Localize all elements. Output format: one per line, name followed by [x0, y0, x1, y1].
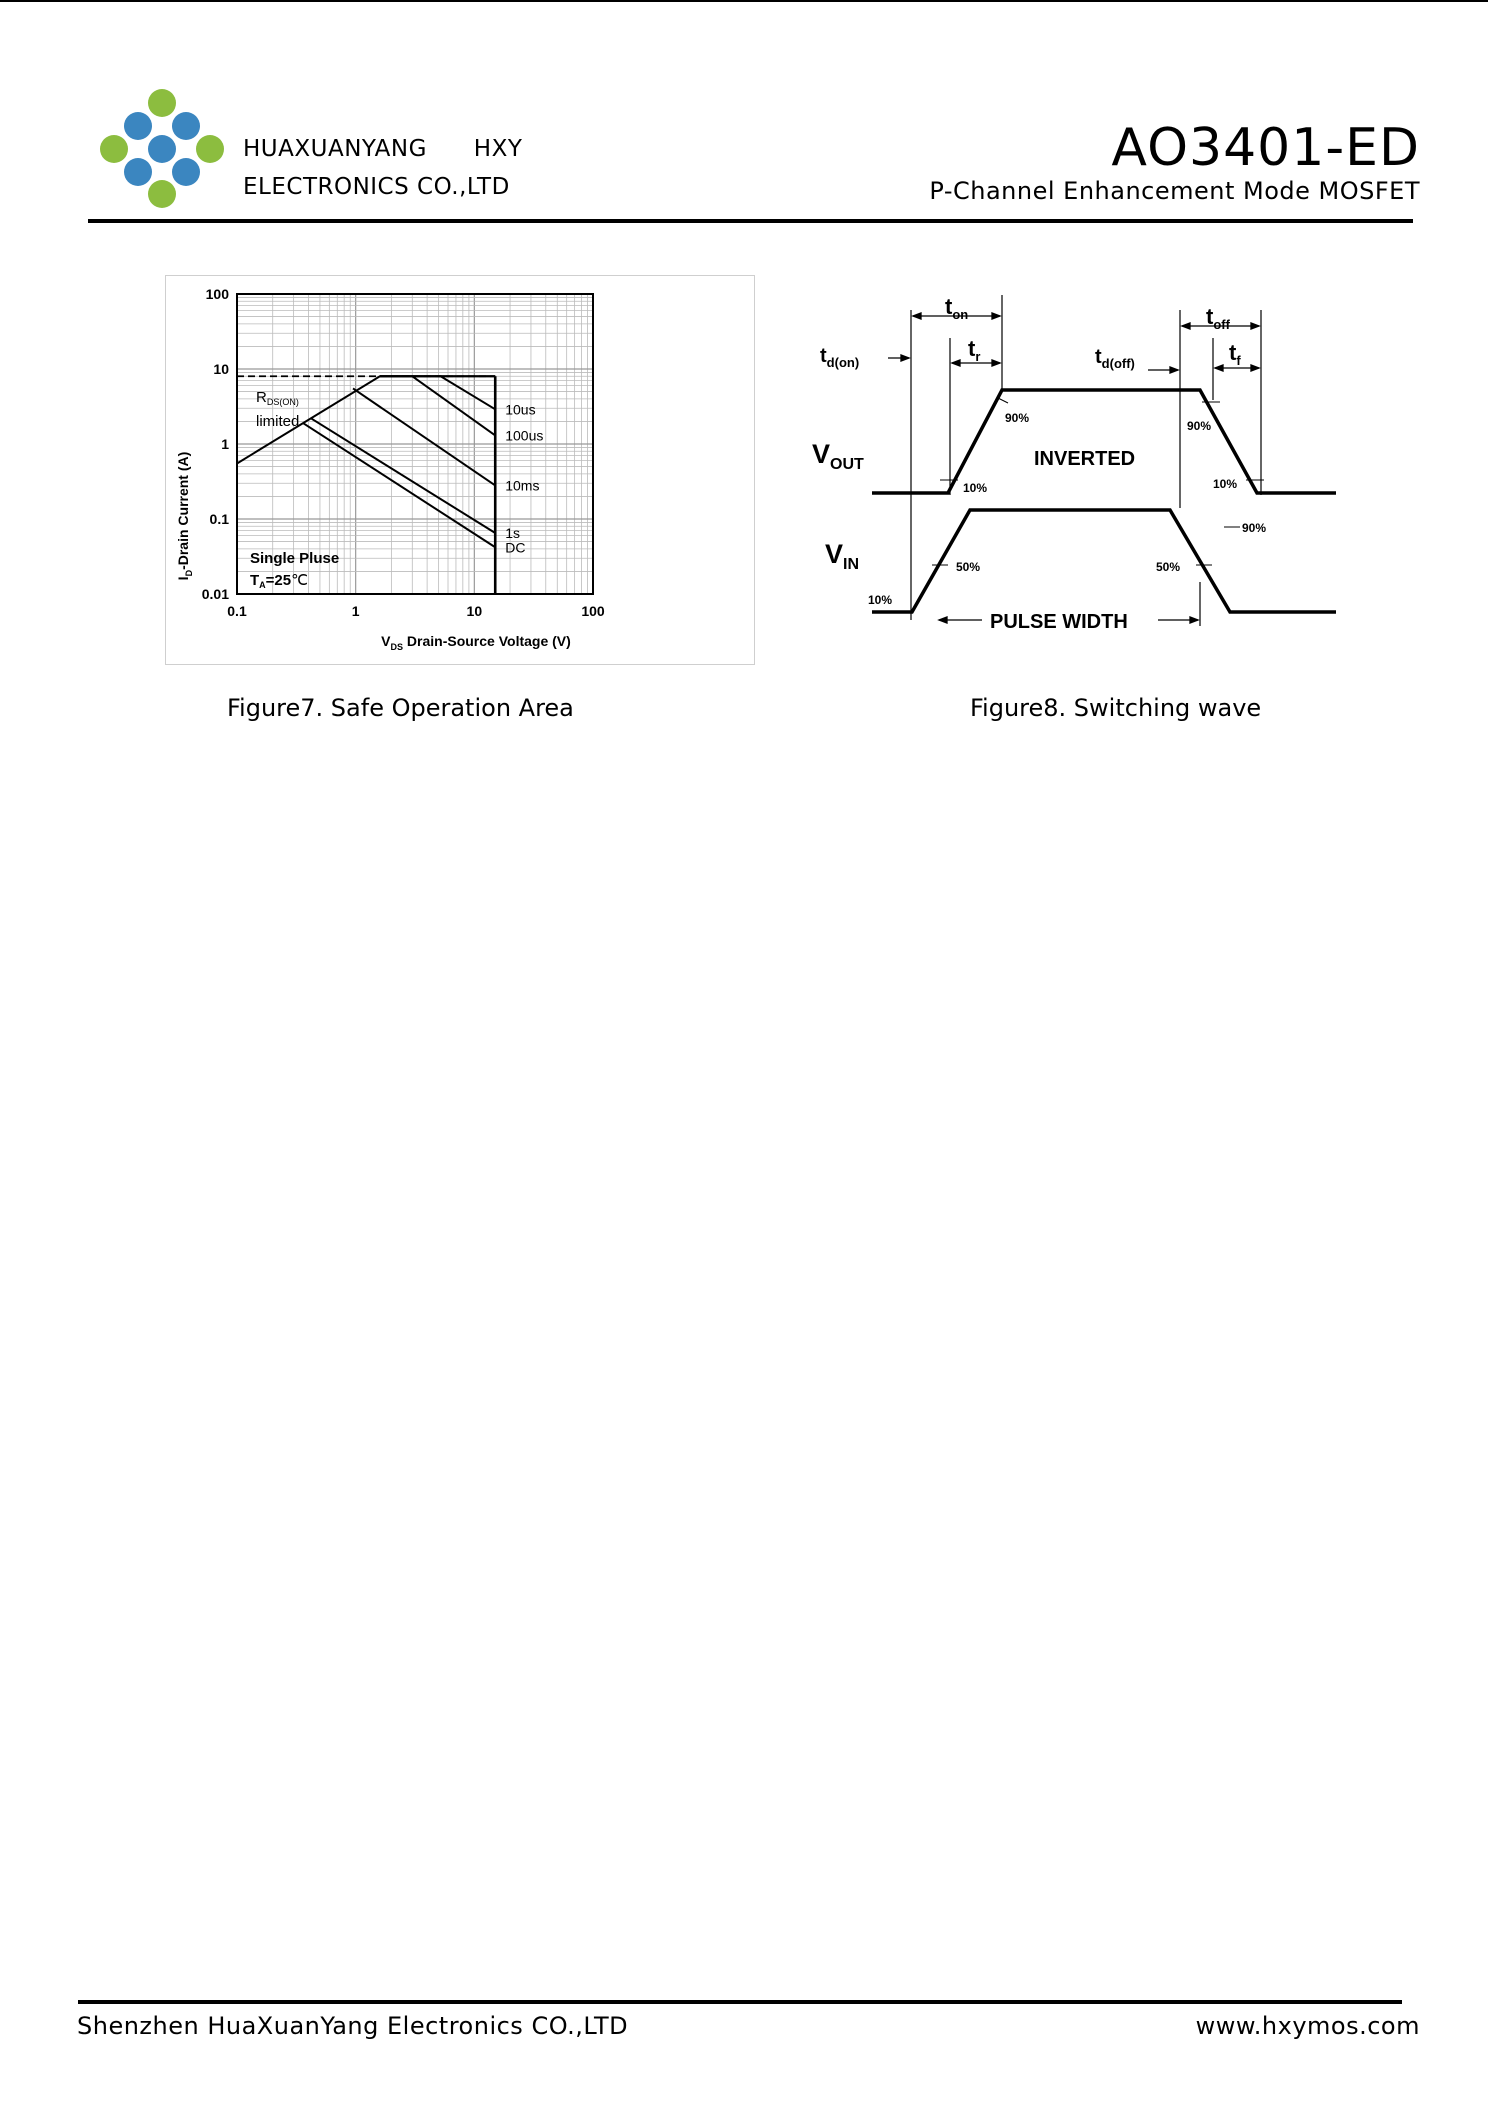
x-tick-label: 1 [351, 603, 360, 619]
series-label-100us: 100us [505, 427, 544, 444]
vin-rise-10-label: 10% [868, 593, 893, 607]
tdon-label: $t_{d(on)}$ [820, 345, 860, 370]
logo-dot [148, 180, 176, 208]
rds-limited-label: limited [256, 413, 300, 430]
y-tick-label: 10 [213, 361, 229, 377]
logo-dot [124, 112, 152, 140]
company-logo [100, 88, 226, 208]
waveform-lines [872, 390, 1336, 612]
series-label-10ms: 10ms [505, 477, 540, 494]
x-axis-label: $V_{DS}$ Drain-Source Voltage (V) [381, 633, 571, 652]
single-pulse-label: Single Pluse [250, 550, 340, 567]
ton-label: $t_{on}$ [945, 294, 969, 322]
soa-series-1s [311, 418, 495, 533]
vin-waveform [872, 510, 1336, 612]
x-tick-label: 0.1 [227, 603, 247, 619]
rds-on-label: $R_{DS(ON)}$ [256, 389, 299, 407]
x-tick-label: 100 [581, 603, 605, 619]
part-number: AO3401-ED [1111, 118, 1420, 178]
y-tick-label: 1 [221, 436, 229, 452]
y-tick-label: 0.1 [209, 511, 229, 527]
tf-label: $t_f$ [1229, 340, 1241, 368]
logo-dot [124, 158, 152, 186]
vout-fall-90-label: 90% [1187, 419, 1212, 433]
figure7-caption: Figure7. Safe Operation Area [227, 694, 574, 722]
inverted-label: INVERTED [1034, 448, 1136, 470]
logo-dot [148, 135, 176, 163]
logo-dot [172, 158, 200, 186]
vout-waveform [872, 390, 1336, 493]
tdoff-label: $t_{d(off)}$ [1095, 346, 1135, 371]
footer-company: Shenzhen HuaXuanYang Electronics CO.,LTD [77, 2012, 629, 2040]
footer-rule [78, 2000, 1402, 2004]
y-tick-label: 100 [205, 286, 229, 302]
header-rule [88, 219, 1413, 223]
company-name-line1: HUAXUANYANG HXY [243, 136, 523, 162]
series-label-10us: 10us [505, 401, 536, 418]
vin-fall-90-label: 90% [1242, 521, 1267, 535]
pulse-width-label: PULSE WIDTH [990, 611, 1128, 633]
vin-rise-50-label: 50% [956, 560, 981, 574]
series-label-1s: 1s [505, 525, 521, 542]
vout-rise-90-label: 90% [1005, 411, 1030, 425]
ambient-temp-label: $T_A=25℃$ [250, 572, 308, 590]
company-name-line2: ELECTRONICS CO.,LTD [243, 174, 510, 200]
logo-dot [148, 89, 176, 117]
y-tick-label: 0.01 [201, 586, 229, 602]
vout-label: $V_{OUT}$ [812, 439, 864, 473]
soa-series-100us [380, 376, 495, 435]
footer-website: www.hxymos.com [1195, 2012, 1420, 2040]
x-tick-label: 10 [466, 603, 483, 619]
tr-label: $t_r$ [968, 336, 981, 364]
logo-dot [196, 135, 224, 163]
device-description: P-Channel Enhancement Mode MOSFET [929, 177, 1420, 205]
top-border [0, 0, 1488, 2]
vin-label: $V_{IN}$ [825, 539, 860, 573]
soa-series-DC [303, 423, 495, 547]
vin-fall-50-label: 50% [1156, 560, 1181, 574]
safe-operating-area-chart [166, 276, 752, 662]
figure8-caption: Figure8. Switching wave [970, 694, 1262, 722]
logo-dot [172, 112, 200, 140]
switching-waveform [800, 290, 1345, 640]
toff-label: $t_{off}$ [1206, 304, 1230, 332]
vout-fall-10-label: 10% [1213, 477, 1238, 491]
logo-dot [100, 135, 128, 163]
series-label-DC: DC [505, 539, 526, 556]
vout-rise-10-label: 10% [963, 481, 988, 495]
y-axis-label: $I_D$-Drain Current (A) [175, 451, 194, 581]
